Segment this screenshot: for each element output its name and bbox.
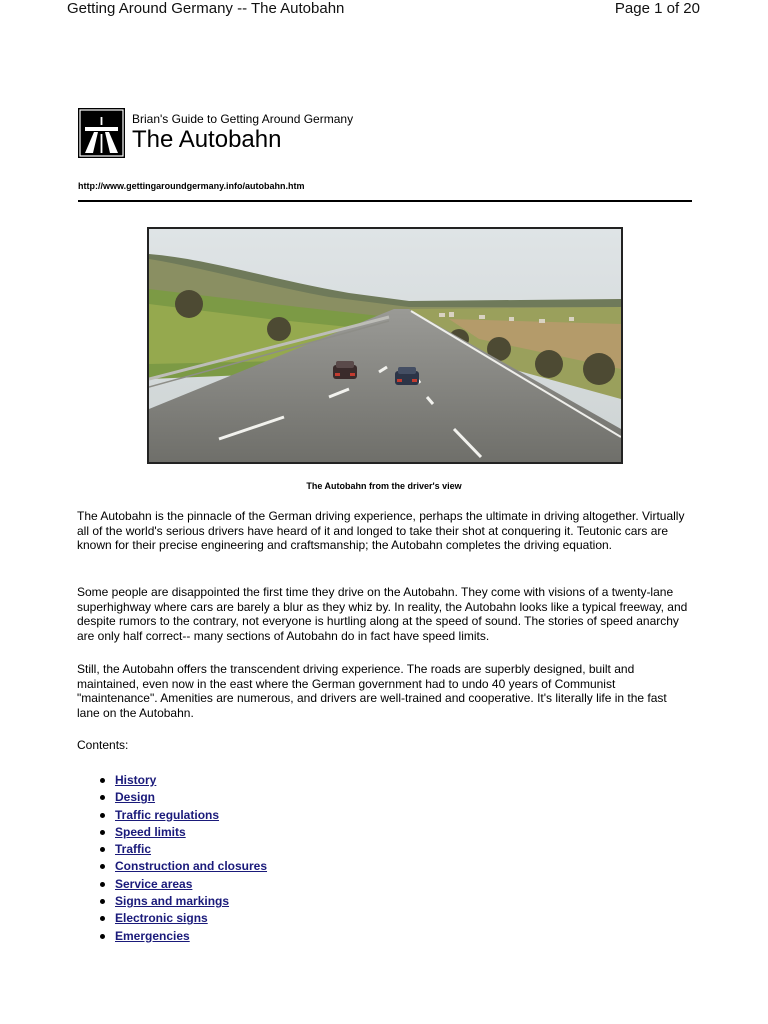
toc-link-speed-limits[interactable]: Speed limits: [115, 824, 186, 839]
toc-item: [100, 790, 267, 807]
toc-link-traffic[interactable]: Traffic: [115, 842, 152, 857]
bullet-icon: [100, 899, 105, 904]
page-url: http://www.gettingaroundgermany.info/autobahn.htm: [78, 181, 305, 191]
bullet-icon: [100, 813, 105, 818]
bullet-icon: [100, 830, 105, 835]
toc-link-traffic-regulations[interactable]: Traffic regulations: [115, 807, 220, 822]
body-paragraph: Some people are disappointed the first time they drive on the Autobahn. They come with visions of a twenty-lane superhighway where cars are barely a blur as they whiz by. In reality, the Autobahn looks like a typical freeway, and despite rumors to the contrary, not everyone is hurtling along at the speed of sound. The stories of speed anarchy are only half correct-- many sections of Autobahn do in fact have speed limits.: [77, 585, 688, 643]
body-paragraph: Still, the Autobahn offers the transcendent driving experience. The roads are superbly designed, built and maintained, even now in the east where the German government had to undo 40 years of Communist "maintenance". Amenities are numerous, and drivers are well-trained and cooperative. It's literally life in the fast lane on the Autobahn.: [77, 662, 667, 720]
bullet-icon: [100, 916, 105, 921]
toc-item: [100, 929, 267, 946]
page-indicator: Page 1 of 20: [614, 0, 700, 17]
toc-item: [100, 911, 267, 928]
document-title: Getting Around Germany -- The Autobahn: [67, 0, 345, 17]
toc-item: [100, 773, 267, 790]
bullet-icon: [100, 847, 105, 852]
toc-link-design[interactable]: Design: [115, 790, 156, 805]
autobahn-photo: [147, 227, 623, 464]
bullet-icon: [100, 864, 105, 869]
toc-link-service-areas[interactable]: Service areas: [115, 876, 193, 891]
toc-item: [100, 859, 267, 876]
running-header: [67, 0, 700, 18]
photo-caption: The Autobahn from the driver's view: [306, 481, 462, 491]
toc-item: [100, 894, 267, 911]
bullet-icon: [100, 795, 105, 800]
contents-label: Contents:: [77, 738, 129, 752]
toc-item: [100, 877, 267, 894]
masthead-subtitle: Brian's Guide to Getting Around Germany: [132, 112, 354, 126]
toc-link-history[interactable]: History: [115, 773, 157, 787]
toc-item: [100, 808, 267, 825]
toc-link-emergencies[interactable]: Emergencies: [115, 928, 190, 943]
autobahn-sign-icon: [78, 108, 125, 158]
horizontal-rule: [78, 200, 692, 202]
bullet-icon: [100, 882, 105, 887]
autobahn-photo-illustration: [149, 229, 621, 462]
intro-paragraph: The Autobahn is the pinnacle of the German driving experience, perhaps the ultimate in driving altogether. Virtually all of the world's serious drivers have heard of it and longed to take their shot at conquering it. Teutonic cars are known for their precise engineering and craftsmanship; the Autobahn completes the driving equation.: [77, 509, 685, 553]
toc-link-signs-markings[interactable]: Signs and markings: [115, 894, 230, 909]
bullet-icon: [100, 778, 105, 783]
page-title: The Autobahn: [132, 126, 282, 153]
bullet-icon: [100, 934, 105, 939]
toc-link-construction[interactable]: Construction and closures: [115, 859, 268, 874]
toc-link-electronic-signs[interactable]: Electronic signs: [115, 911, 208, 926]
toc-item: [100, 842, 267, 859]
toc-item: [100, 825, 267, 842]
table-of-contents: [100, 773, 267, 946]
